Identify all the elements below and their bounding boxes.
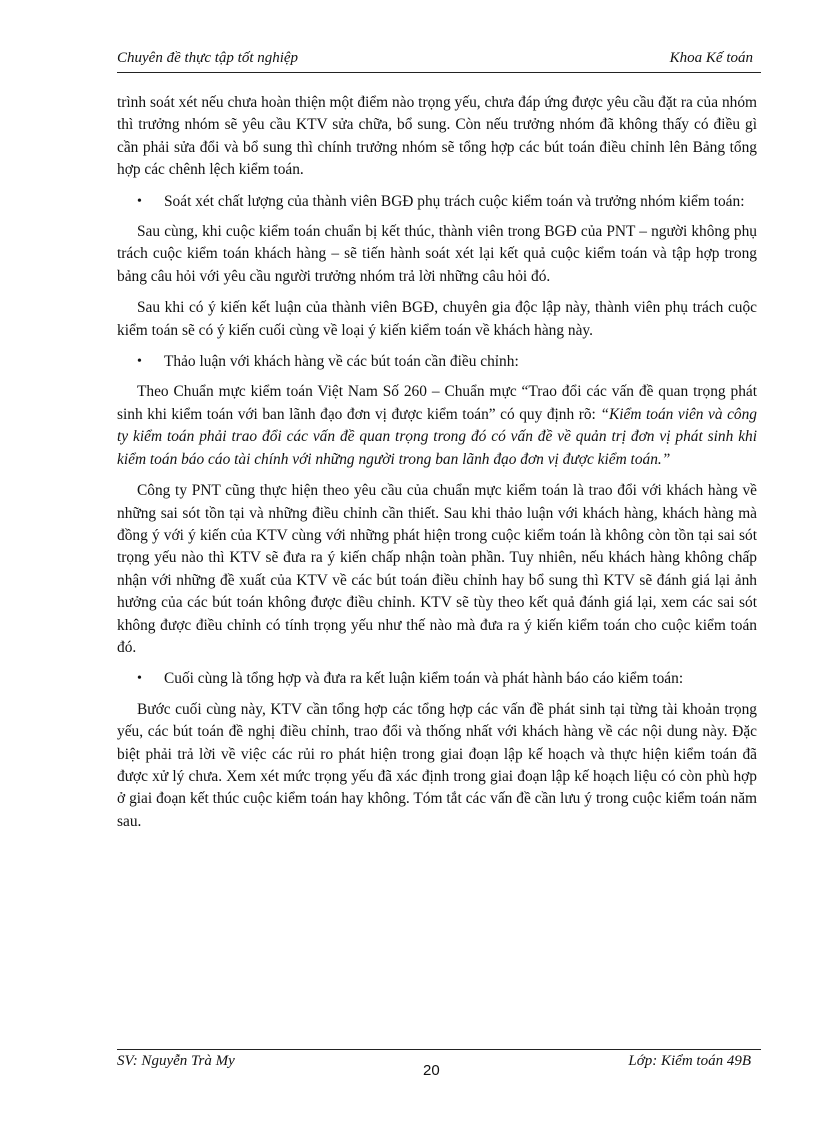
bullet-text: Thảo luận với khách hàng về các bút toán cần điều chỉnh: — [164, 353, 519, 371]
document-body — [117, 92, 757, 842]
footer-student: SV: Nguyễn Trà My — [117, 1053, 235, 1069]
paragraph-text: Theo Chuẩn mực kiểm toán Việt Nam Số 260 – Chuẩn mực “Trao đổi các vấn đề quan trọng phát sinh khi kiểm toán với ban lãnh đạo đơn vị được kiểm toán” có quy định rõ: — [117, 383, 757, 423]
paragraph: Công ty PNT cũng thực hiện theo yêu cầu của chuẩn mực kiểm toán là trao đổi với khách hàng về những sai sót tồn tại và những điều chỉnh cần thiết. Sau khi thảo luận với khách hàng, khách hàng mà đồng ý với ý kiến của KTV cùng với những phát hiện trong cuộc kiểm toán là không còn tồn tại sai sót trọng yếu nào thì KTV sẽ đưa ra ý kiến chấp nhận toàn phần. Tuy nhiên, nếu khách hàng không chấp nhận với những đề xuất của KTV về các bút toán điều chỉnh hay bổ sung thì KTV sẽ đánh giá lại ảnh hưởng của các bút toán không được điều chỉnh. KTV sẽ tùy theo kết quả đánh giá lại, xem các sai sót không được điều chỉnh có tính trọng yếu như thế nào mà đưa ra ý kiến kiểm toán cho cuộc kiểm toán đó. — [117, 482, 757, 656]
bullet-icon: • — [137, 193, 142, 209]
paragraph: Bước cuối cùng này, KTV cần tổng hợp các tổng hợp các vấn đề phát sinh tại từng tài khoản trọng yếu, các bút toán đề nghị điều chỉnh, trao đổi và thống nhất với khách hàng về các nội dung này. Đặc biệt phải trả lời về việc các rủi ro phát hiện trong giai đoạn lập kế hoạch và thực hiện kiểm toán đã được xử lý chưa. Xem xét mức trọng yếu đã xác định trong giai đoạn lập kế hoạch liệu có còn phù hợp ở giai đoạn kết thúc cuộc kiểm toán hay không. Tóm tắt các vấn đề cần lưu ý trong cuộc kiểm toán năm sau. — [117, 700, 757, 830]
paragraph — [117, 381, 757, 471]
bullet-item — [117, 351, 757, 373]
paragraph: Sau cùng, khi cuộc kiểm toán chuẩn bị kết thúc, thành viên trong BGĐ của PNT – người không phụ trách cuộc kiểm toán khách hàng – sẽ tiến hành soát xét lại kết quả cuộc kiểm toán và tập hợp trong bảng câu hỏi với yêu cầu người trưởng nhóm trả lời những câu hỏi đó. — [117, 223, 757, 285]
header-department: Khoa Kế toán — [669, 50, 753, 66]
paragraph: Sau khi có ý kiến kết luận của thành viên BGĐ, chuyên gia độc lập này, thành viên phụ trách cuộc kiểm toán sẽ có ý kiến cuối cùng về loại ý kiến kiểm toán về khách hàng này. — [117, 299, 757, 339]
bullet-icon: • — [137, 671, 142, 687]
bullet-text: Cuối cùng là tổng hợp và đưa ra kết luận kiểm toán và phát hành báo cáo kiểm toán: — [164, 670, 684, 688]
quoted-standard: “Kiểm toán viên và công ty kiểm toán phải trao đổi các vấn đề quan trọng trong đó có vấn đề về quản trị đơn vị phát sinh khi kiểm toán báo cáo tài chính với những người trong ban lãnh đạo đơn vị được kiểm toán.” — [117, 405, 758, 468]
bullet-item — [117, 668, 757, 690]
paragraph: trình soát xét nếu chưa hoàn thiện một điểm nào trọng yếu, chưa đáp ứng được yêu cầu đặt ra của nhóm thì trưởng nhóm sẽ yêu cầu KTV sửa chữa, bổ sung. Còn nếu trưởng nhóm đã không thấy có điều gì cần phải sửa đổi và bổ sung thì chính trưởng nhóm sẽ tổng hợp các bút toán điều chỉnh lên Bảng tổng hợp các chênh lệch kiểm toán. — [117, 94, 757, 179]
bullet-text: Soát xét chất lượng của thành viên BGĐ phụ trách cuộc kiểm toán và trưởng nhóm kiểm toán: — [164, 192, 745, 210]
footer-class: Lớp: Kiểm toán 49B — [628, 1053, 751, 1069]
header-thesis-title: Chuyên đề thực tập tốt nghiệp — [117, 50, 299, 66]
bullet-item — [117, 191, 757, 213]
page-number: 20 — [423, 1062, 440, 1079]
bullet-icon: • — [137, 354, 142, 370]
page-header — [117, 48, 761, 73]
page-footer — [117, 1049, 761, 1090]
